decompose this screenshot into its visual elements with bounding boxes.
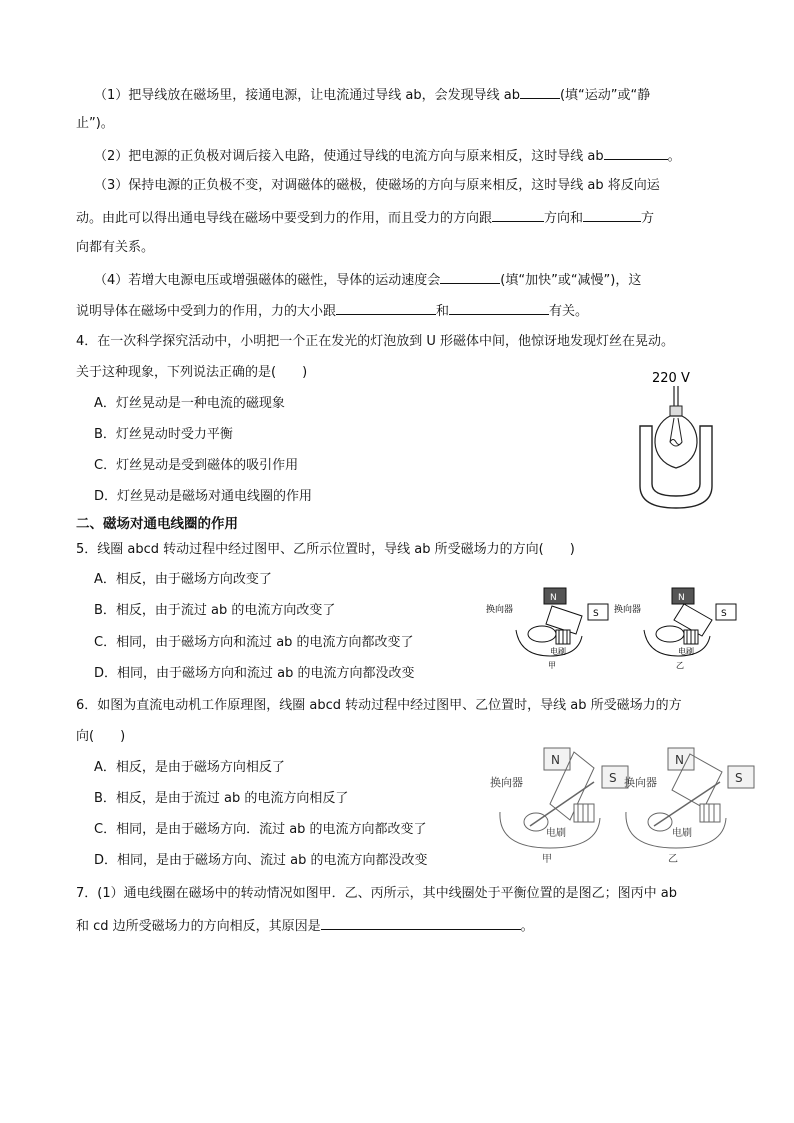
q4-option-a[interactable]: A．灯丝晃动是一种电流的磁现象 [94, 396, 285, 411]
svg-text:换向器: 换向器 [490, 776, 523, 789]
svg-text:N: N [675, 753, 684, 767]
q4-option-b[interactable]: B．灯丝晃动时受力平衡 [94, 427, 233, 442]
q6-option-a[interactable]: A．相反，是由于磁场方向相反了 [94, 760, 285, 775]
motor-diagram-right [614, 588, 736, 670]
voltage-label: 220 V [652, 371, 690, 386]
q5-option-a[interactable]: A．相反，由于磁场方向改变了 [94, 572, 272, 587]
svg-text:电刷: 电刷 [550, 647, 566, 656]
answer-blank[interactable] [449, 300, 549, 315]
svg-text:N: N [550, 593, 557, 603]
q5-option-c[interactable]: C．相同，由于磁场方向和流过 ab 的电流方向都改变了 [94, 635, 414, 650]
answer-blank[interactable] [604, 145, 668, 160]
q5-option-d[interactable]: D．相同，由于磁场方向和流过 ab 的电流方向都没改变 [94, 666, 415, 681]
svg-text:N: N [551, 753, 560, 767]
q4-stem: 4．在一次科学探究活动中，小明把一个正在发光的灯泡放到 U 形磁体中间，他惊讶地发现灯丝在晃动。 [76, 334, 675, 349]
svg-text:换向器: 换向器 [614, 605, 642, 615]
svg-text:电刷: 电刷 [678, 647, 694, 656]
q3-part1: （1）把导线放在磁场里，接通电源，让电流通过导线 ab，会发现导线 ab (填“运动”或“静 [94, 84, 650, 106]
q3-part3-cont2: 向都有关系。 [76, 240, 155, 255]
answer-blank[interactable] [440, 269, 500, 284]
q4-option-d[interactable]: D．灯丝晃动是磁场对通电线圈的作用 [94, 489, 313, 504]
svg-text:N: N [678, 593, 685, 603]
q5-option-b[interactable]: B．相反，由于流过 ab 的电流方向改变了 [94, 603, 336, 618]
svg-text:换向器: 换向器 [624, 776, 657, 789]
answer-blank[interactable] [321, 915, 521, 930]
answer-blank[interactable] [336, 300, 436, 315]
q3-part4-cont: 说明导体在磁场中受到力的作用，力的大小跟 和 有关。 [76, 300, 588, 322]
svg-text:甲: 甲 [542, 854, 552, 865]
q7-line2: 和 cd 边所受磁场力的方向相反，其原因是 。 [76, 915, 534, 937]
svg-text:电刷: 电刷 [672, 828, 692, 839]
svg-text:换向器: 换向器 [486, 605, 514, 615]
svg-text:S: S [721, 609, 727, 619]
q4-option-c[interactable]: C．灯丝晃动是受到磁体的吸引作用 [94, 458, 299, 473]
answer-blank[interactable] [492, 207, 544, 222]
motor-diagram-right [624, 748, 754, 865]
q6-stem: 6．如图为直流电动机工作原理图，线圈 abcd 转动过程中经过图甲、乙位置时，导线 ab 所受磁场力的方 [76, 698, 682, 713]
q6-option-d[interactable]: D．相同，是由于磁场方向、流过 ab 的电流方向都没改变 [94, 853, 428, 868]
svg-text:乙: 乙 [676, 661, 684, 670]
answer-blank[interactable] [583, 207, 641, 222]
q6-option-c[interactable]: C．相同，是由于磁场方向．流过 ab 的电流方向都改变了 [94, 822, 427, 837]
q5-stem: 5．线圈 abcd 转动过程中经过图甲、乙所示位置时，导线 ab 所受磁场力的方向( ) [76, 542, 575, 557]
section-title: 二、磁场对通电线圈的作用 [76, 516, 238, 532]
q3-part1-cont: 止”)。 [76, 116, 114, 131]
q3-part3-cont: 动。由此可以得出通电导线在磁场中要受到力的作用，而且受力的方向跟 方向和 方 [76, 207, 654, 229]
motor-diagram-left [490, 748, 628, 865]
q3-part2: （2）把电源的正负极对调后接入电路，使通过导线的电流方向与原来相反，这时导线 ab 。 [94, 145, 681, 167]
q7-line1: 7．(1）通电线圈在磁场中的转动情况如图甲．乙、丙所示，其中线圈处于平衡位置的是图乙；图丙中 ab [76, 886, 677, 901]
svg-text:电刷: 电刷 [546, 828, 566, 839]
svg-text:乙: 乙 [668, 854, 678, 865]
q6-stem-cont: 向( ) [76, 729, 126, 744]
q4-stem-cont: 关于这种现象，下列说法正确的是( ) [76, 365, 308, 380]
bulb-magnet-figure [630, 368, 726, 510]
q6-option-b[interactable]: B．相反，是由于流过 ab 的电流方向相反了 [94, 791, 349, 806]
svg-text:甲: 甲 [548, 661, 556, 670]
q3-part3: （3）保持电源的正负极不变，对调磁体的磁极，使磁场的方向与原来相反，这时导线 ab 将反向运 [94, 178, 660, 193]
svg-text:S: S [735, 771, 743, 785]
answer-blank[interactable] [520, 84, 560, 99]
q3-part4: （4）若增大电源电压或增强磁体的磁性，导体的运动速度会 (填“加快”或“减慢”)，这 [94, 269, 641, 291]
svg-text:S: S [609, 771, 617, 785]
motor-figure-q5 [486, 582, 742, 670]
motor-figure-q6 [490, 742, 760, 866]
motor-diagram-left [486, 588, 608, 670]
svg-text:S: S [593, 609, 599, 619]
